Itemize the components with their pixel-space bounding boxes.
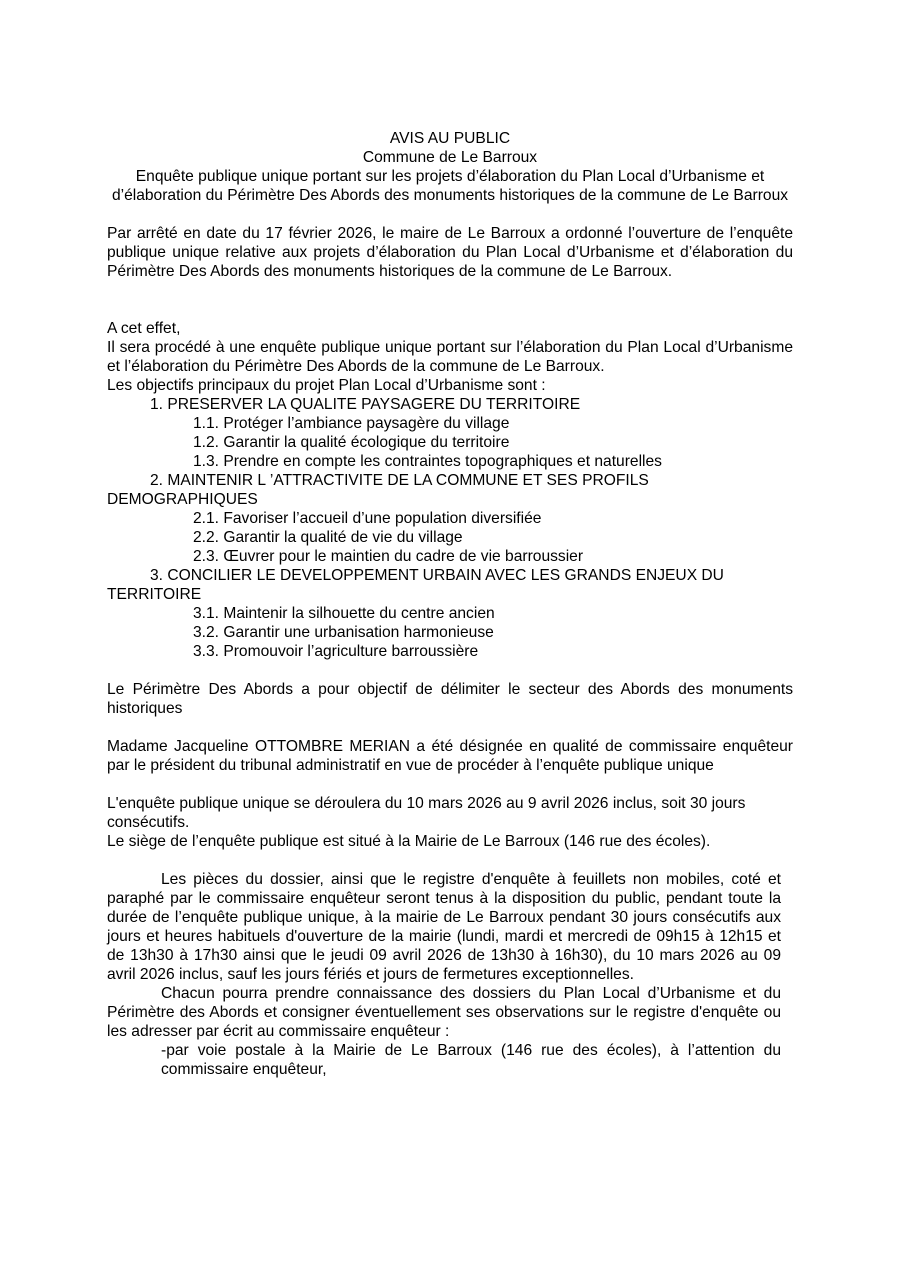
objectives-list [107,395,793,661]
objective-heading: 2. MAINTENIR L ’ATTRACTIVITE DE LA COMMUNE ET SES PROFILS DEMOGRAPHIQUES [107,472,649,508]
notice-title: AVIS AU PUBLIC [389,130,511,147]
objective-item: 3.2. Garantir une urbanisation harmonieuse [193,624,494,641]
objective-item: 2.2. Garantir la qualité de vie du village [193,529,463,546]
dates-paragraph: L'enquête publique unique se déroulera du 10 mars 2026 au 9 avril 2026 inclus, soit 30 jours consécutifs. [107,795,746,831]
intro-paragraph: Par arrêté en date du 17 février 2026, le maire de Le Barroux a ordonné l’ouverture de l’enquête publique unique relative aux projets d’élaboration du Plan Local d’Urbanisme et d’élaboration du Périmètre Des Abords des monuments historiques de la commune de Le Barroux. [107,225,793,280]
documents-paragraph: Les pièces du dossier, ainsi que le registre d'enquête à feuillets non mobiles, coté et paraphé par le commissaire enquêteur seront tenus à la disposition du public, pendant toute la durée de l’enquête publique unique, à la mairie de Le Barroux pendant 30 jours consécutifs aux jours et heures habituels d'ouverture de la mairie (lundi, mardi et mercredi de 09h15 à 12h15 et de 13h30 à 17h30 ainsi que le jeudi 09 avril 2026 de 13h30 à 16h30), du 10 mars 2026 au 09 avril 2026 inclus, sauf les jours fériés et jours de fermetures exceptionnelles. [107,871,781,983]
postal-paragraph: -par voie postale à la Mairie de Le Barroux (146 rue des écoles), à l’attention du commissaire enquêteur, [161,1042,781,1078]
objective-heading: 3. CONCILIER LE DEVELOPPEMENT URBAIN AVEC LES GRANDS ENJEUX DU TERRITOIRE [107,567,724,603]
objective-item: 2.1. Favoriser l’accueil d’une population diversifiée [193,510,542,527]
notice-subject: Enquête publique unique portant sur les projets d’élaboration du Plan Local d’Urbanisme et d’élaboration du Périmètre Des Abords des monuments historiques de la commune de Le Barroux [111,168,789,204]
observations-paragraph: Chacun pourra prendre connaissance des dossiers du Plan Local d’Urbanisme et du Périmètre des Abords et consigner éventuellement ses observations sur le registre d'enquête ou les adresser par écrit au commissaire enquêteur : [107,985,781,1040]
effect-lead: A cet effet, [107,320,181,337]
objective-item: 1.3. Prendre en compte les contraintes topographiques et naturelles [193,453,662,470]
objective-item: 1.2. Garantir la qualité écologique du territoire [193,434,510,451]
seat-paragraph: Le siège de l’enquête publique est situé à la Mairie de Le Barroux (146 rue des écoles). [107,833,711,850]
objectives-intro: Les objectifs principaux du projet Plan Local d’Urbanisme sont : [107,377,546,394]
objective-item: 1.1. Protéger l’ambiance paysagère du village [193,415,510,432]
pda-paragraph: Le Périmètre Des Abords a pour objectif de délimiter le secteur des Abords des monuments historiques [107,681,793,717]
objective-item: 2.3. Œuvrer pour le maintien du cadre de vie barroussier [193,548,584,565]
objective-heading: 1. PRESERVER LA QUALITE PAYSAGERE DU TERRITOIRE [150,396,581,413]
objective-item: 3.3. Promouvoir l’agriculture barroussière [193,643,479,660]
document-body [107,129,793,1079]
notice-header [107,129,793,205]
commissioner-paragraph: Madame Jacqueline OTTOMBRE MERIAN a été désignée en qualité de commissaire enquêteur par le président du tribunal administratif en vue de procéder à l’enquête publique unique [107,738,793,774]
objective-item: 3.1. Maintenir la silhouette du centre ancien [193,605,495,622]
effect-paragraph: Il sera procédé à une enquête publique unique portant sur l’élaboration du Plan Local d’Urbanisme et l’élaboration du Périmètre Des Abords de la commune de Le Barroux. [107,339,793,375]
commune-name: Commune de Le Barroux [362,149,538,166]
